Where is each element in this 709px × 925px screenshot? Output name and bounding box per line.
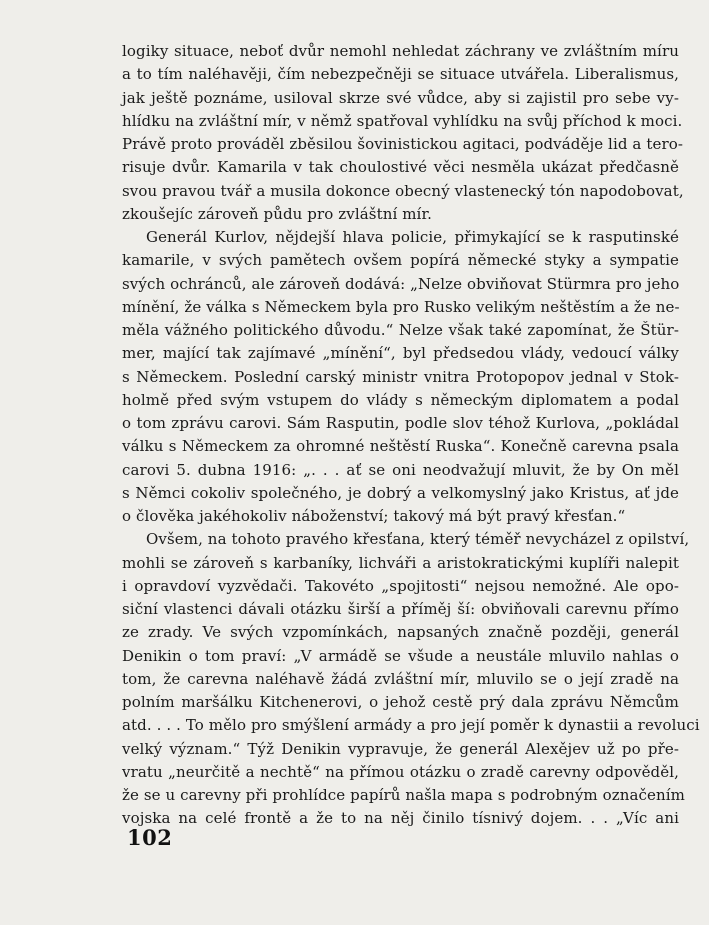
text-line: mer, mající tak zajímavé „mínění“, byl předsedou vlády, vedoucí války bbox=[122, 344, 679, 363]
text-line: svých ochránců, ale zároveň dodává: „Nelze obviňovat Stürmra pro jeho bbox=[122, 274, 680, 293]
text-line: polním maršálku Kitchenerovi, o jehož cestě prý dala zprávu Němcům bbox=[122, 693, 679, 711]
text-line: s Němci cokoliv společného, je dobrý a velkomyslný jako Kristus, ať jde bbox=[122, 483, 679, 502]
text-line: Právě proto prováděl zběsilou šovinistickou agitaci, podváděje lid a tero- bbox=[122, 135, 684, 153]
text-line: tom, že carevna naléhavě žádá zvláštní mír, mluvilo se o její zradě na bbox=[122, 669, 679, 688]
text-line: válku s Německem za ohromné neštěstí Ruska“. Konečně carevna psala bbox=[122, 437, 679, 456]
text-line: carovi 5. dubna 1916: „. . . ať se oni neodvažují mluvit, že by On měl bbox=[122, 460, 679, 479]
text-line: mohli se zároveň s karbaníky, lichváři a aristokratickými kuplíři nalepit bbox=[122, 553, 679, 572]
text-line: Ovšem, na tohoto pravého křesťana, který téměř nevycházel z opilství, bbox=[146, 530, 690, 549]
page-body bbox=[122, 40, 700, 831]
text-line: atd. . . . To mělo pro smýšlení armády a pro její poměr k dynastii a revoluci bbox=[122, 716, 700, 735]
text-line: o tom zprávu carovi. Sám Rasputin, podle slov téhož Kurlova, „pokládal bbox=[122, 414, 679, 432]
text-line: hlídku na zvláštní mír, v němž spatřoval vyhlídku na svůj příchod k moci. bbox=[122, 111, 683, 130]
text-line: logiky situace, neboť dvůr nemohl nehledat záchrany ve zvláštním míru bbox=[122, 42, 679, 60]
text-line: vojska na celé frontě a že to na něj činilo tísnivý dojem. . . „Víc ani bbox=[122, 809, 679, 828]
text-line: Denikin o tom praví: „V armádě se všude a neustále mluvilo nahlas o bbox=[122, 646, 679, 665]
text-line: kamarile, v svých pamětech ovšem popírá německé styky a sympatie bbox=[122, 251, 679, 270]
text-line: Generál Kurlov, nějdejší hlava policie, přimykající se k rasputinské bbox=[146, 228, 679, 246]
text-line: měla vážného politického důvodu.“ Nelze však také zapomínat, že Štür- bbox=[122, 321, 679, 339]
text-line: mínění, že válka s Německem byla pro Rusko velikým neštěstím a že ne- bbox=[122, 297, 680, 316]
text-line: ze zrady. Ve svých vzpomínkách, napsaných značně později, generál bbox=[122, 623, 679, 642]
text-line: i opravdoví vyzvědači. Takovéto „spojitosti“ nejsou nemožné. Ale opo- bbox=[122, 576, 679, 595]
text-line: holmě před svým vstupem do vlády s německým diplomatem a podal bbox=[122, 390, 679, 409]
text-line: risuje dvůr. Kamarila v tak choulostivé věci nesměla ukázat předčasně bbox=[122, 158, 679, 177]
text-line: zkoušejíc zároveň půdu pro zvláštní mír. bbox=[122, 204, 432, 223]
text-line: s Německem. Poslední carský ministr vnitra Protopopov jednal v Stok- bbox=[122, 367, 679, 386]
text-line: jak ještě poznáme, usiloval skrze své vůdce, aby si zajistil pro sebe vy- bbox=[122, 88, 679, 107]
text-line: vratu „neurčitě a nechtě“ na přímou otázku o zradě carevny odpověděl, bbox=[122, 762, 679, 781]
text-line: a to tím naléhavěji, čím nebezpečněji se situace utvářela. Liberalismus, bbox=[122, 65, 679, 84]
text-line: velký význam.“ Týž Denikin vypravuje, že generál Alexějev už po pře- bbox=[122, 739, 679, 758]
text-line: že se u carevny při prohlídce papírů našla mapa s podrobným označením bbox=[122, 786, 685, 804]
text-line: svou pravou tvář a musila dokonce obecný vlastenecký tón napodobovat, bbox=[122, 181, 684, 200]
page-number: 102 bbox=[127, 825, 173, 850]
text-line: o člověka jakéhokoliv náboženství; takový má být pravý křesťan.“ bbox=[122, 507, 626, 525]
text-line: siční vlastenci dávali otázku širší a příměj ší: obviňovali carevnu přímo bbox=[122, 600, 679, 618]
